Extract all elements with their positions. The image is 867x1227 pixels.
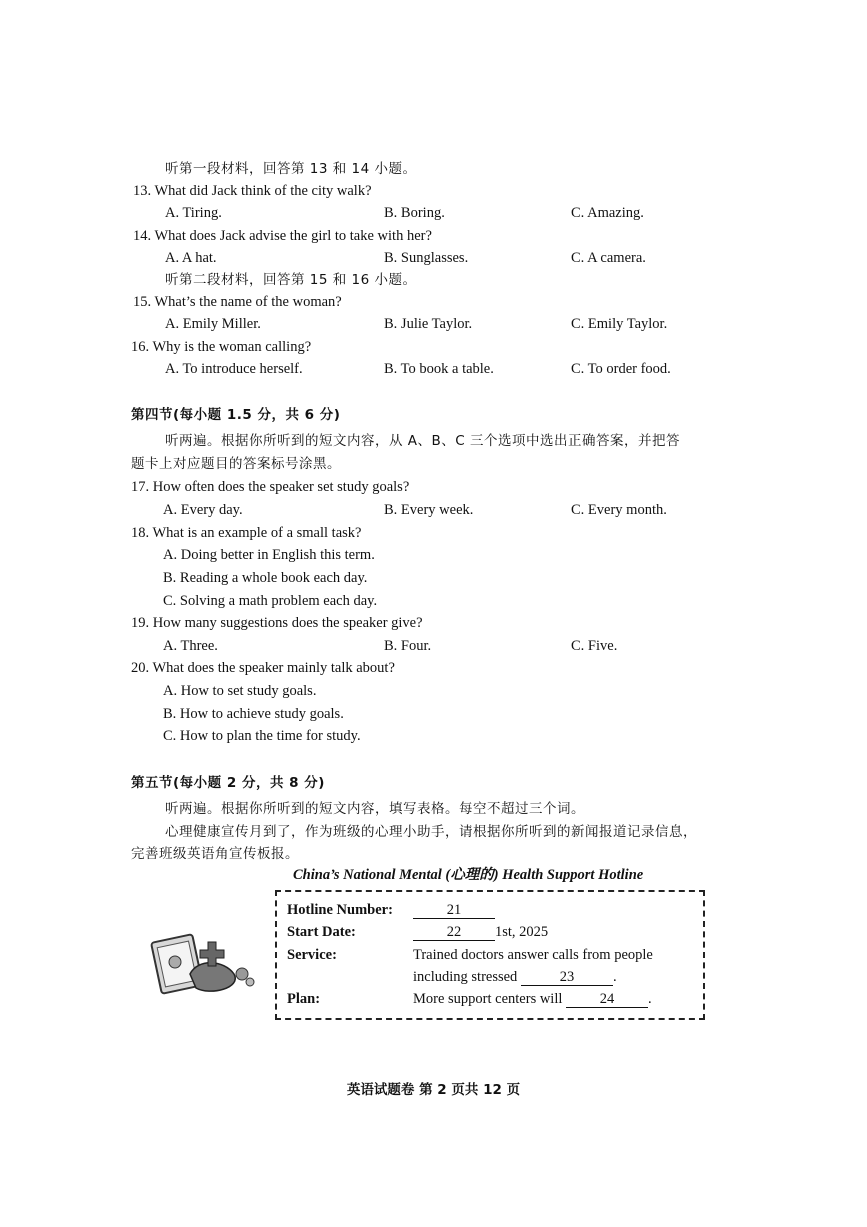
option-20-c: C. How to plan the time for study.	[163, 728, 361, 744]
option-19-a: A. Three.	[163, 638, 218, 654]
option-15-a: A. Emily Miller.	[165, 316, 261, 332]
question-16: 16. Why is the woman calling?	[131, 339, 312, 355]
option-16-a: A. To introduce herself.	[165, 361, 303, 377]
option-13-b: B. Boring.	[384, 205, 445, 221]
start-date-label: Start Date:	[287, 924, 356, 940]
option-13-c: C. Amazing.	[571, 205, 644, 221]
option-20-a: A. How to set study goals.	[163, 683, 317, 699]
option-19-c: C. Five.	[571, 638, 618, 654]
option-19-b: B. Four.	[384, 638, 432, 654]
option-20-b: B. How to achieve study goals.	[163, 706, 344, 722]
blank-21[interactable]: 21	[413, 902, 495, 919]
option-15-c: C. Emily Taylor.	[571, 316, 668, 332]
question-19: 19. How many suggestions does the speaker give?	[131, 615, 423, 631]
question-13: 13. What did Jack think of the city walk?	[133, 183, 372, 199]
option-16-b: B. To book a table.	[384, 361, 494, 377]
listening-intro-2: 听第二段材料，回答第 15 和 16 小题。	[165, 272, 417, 288]
section-4-heading: 第四节(每小题 1.5 分，共 6 分)	[131, 407, 341, 423]
question-15: 15. What’s the name of the woman?	[133, 294, 342, 310]
section-5-instruction: 听两遍。根据你所听到的短文内容，填写表格。每空不超过三个词。	[165, 801, 585, 817]
start-date-suffix: 1st, 2025	[495, 924, 549, 940]
question-14: 14. What does Jack advise the girl to take with her?	[133, 228, 432, 244]
option-17-b: B. Every week.	[384, 502, 474, 518]
question-17: 17. How often does the speaker set study goals?	[131, 479, 410, 495]
section-5-context-1: 心理健康宣传月到了，作为班级的心理小助手，请根据你所听到的新闻报道记录信息，	[165, 824, 697, 840]
plan-text: More support centers will	[413, 991, 563, 1007]
option-14-a: A. A hat.	[165, 250, 217, 266]
option-16-c: C. To order food.	[571, 361, 671, 377]
option-18-b: B. Reading a whole book each day.	[163, 570, 368, 586]
plan-label: Plan:	[287, 991, 321, 1007]
option-17-c: C. Every month.	[571, 502, 667, 518]
section-5-context-2: 完善班级英语角宣传板报。	[131, 846, 299, 862]
hotline-illustration	[150, 930, 260, 1000]
table-title: China’s National Mental (心理的) Health Support Hotline	[293, 867, 644, 883]
option-18-a: A. Doing better in English this term.	[163, 547, 375, 563]
blank-23[interactable]: 23	[521, 969, 613, 986]
hotline-number-label: Hotline Number:	[287, 902, 393, 918]
listening-intro-1: 听第一段材料，回答第 13 和 14 小题。	[165, 161, 417, 177]
page-footer: 英语试题卷 第 2 页共 12 页	[346, 1082, 521, 1098]
period: .	[612, 969, 617, 985]
section-4-instruction-2: 题卡上对应题目的答案标号涂黑。	[131, 456, 341, 472]
service-text: Trained doctors answer calls from people	[413, 947, 653, 963]
option-17-a: A. Every day.	[163, 502, 243, 518]
section-5-heading: 第五节(每小题 2 分，共 8 分)	[131, 775, 325, 791]
option-15-b: B. Julie Taylor.	[384, 316, 473, 332]
period: .	[648, 991, 652, 1007]
option-14-b: B. Sunglasses.	[384, 250, 469, 266]
section-4-instruction-1: 听两遍。根据你所听到的短文内容，从 A、B、C 三个选项中选出正确答案，并把答	[165, 433, 681, 449]
blank-24[interactable]: 24	[566, 991, 648, 1008]
question-18: 18. What is an example of a small task?	[131, 525, 362, 541]
option-13-a: A. Tiring.	[165, 205, 222, 221]
blank-22[interactable]: 22	[413, 924, 495, 941]
option-14-c: C. A camera.	[571, 250, 646, 266]
service-label: Service:	[287, 947, 337, 963]
option-18-c: C. Solving a math problem each day.	[163, 593, 378, 609]
service-text-2: including stressed	[413, 969, 518, 985]
question-20: 20. What does the speaker mainly talk about?	[131, 660, 395, 676]
